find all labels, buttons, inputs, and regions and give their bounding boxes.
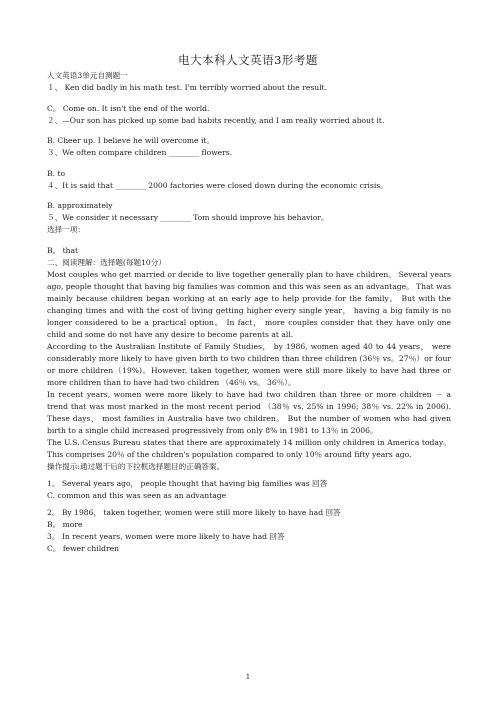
section-heading: 人文英语3单元自测题一: [47, 71, 128, 80]
answer-3: B. to: [47, 168, 66, 178]
reading-answer-2: B。 more: [47, 520, 83, 530]
passage-paragraph-1: Most couples who get married or decide to live together generally plan to have children。 Several years ago, people thought that having big families was common and this was seen as an advantage。 That was mainly because children began working at an early age to help provide for the family。 But with the changing times and with the cost of living getting higher every single year， having a big family is no longer considered to be a practical option。 In fact， more couples consider that they have only one child and some do not have any desire to become parents at all.: [47, 269, 451, 339]
reading-section-heading: 二、阅读理解：选择题(每题10分）: [47, 257, 166, 267]
page-number: 1: [245, 673, 251, 681]
document-body: [47, 70, 451, 555]
answer-4: B. approximately: [47, 201, 113, 210]
question-1: １、 Ken did badly in his math test. I'm terribly worried about the result.: [47, 83, 328, 92]
passage-paragraph-3: In recent years, women were more likely to have had two children than three or more children － a trend that was most marked in the most recent period （38％ vs. 25% in 1996; 38％ vs. 22% in 2006). These days， most families in Australia have two children。 But the number of women who had given birth to a single child increased progressively from only 8% in 1981 to 13％ in 2006。: [47, 389, 451, 436]
reading-question-2: 2。 By 1986， taken together, women were still more likely to have had 回答: [47, 508, 341, 518]
answer-1: C。 Come on. It isn't the end of the world.: [47, 103, 210, 113]
reading-answer-3: C。 fewer children: [47, 544, 120, 554]
passage-paragraph-4: The U.S. Census Bureau states that there are approximately 14 million only children in America today。 This comprises 20％ of the children's population compared to only 10％ around fifty years ago.: [47, 438, 451, 460]
question-3: ３、We often compare children ________ flowers.: [47, 148, 233, 157]
document-title: 电大本科人文英语3形考题: [178, 53, 318, 67]
question-4: ４、It is said that ________ 2000 factories were closed down during the economic crisis。: [47, 180, 388, 190]
reading-question-1: 1。 Several years ago， people thought that having big families was 回答: [47, 479, 328, 489]
answer-2: B. Cheer up. I believe he will overcome it。: [47, 136, 215, 145]
question-2: ２、—Our son has picked up some bad habits recently, and I am really worried about it.: [47, 115, 385, 125]
answer-5: B。 that: [47, 245, 79, 255]
operation-hint: 操作提示:通过题干后的下拉框选择题目的正确答案。: [47, 462, 225, 472]
choose-one-label: 选择一项：: [47, 225, 85, 234]
passage-paragraph-2: According to the Australian Institute of Family Studies， by 1986, women aged 40 to 44 years， were considerably more likely to have given birth to two children than three children (36％ vs。27％）or four or more children（19%)。However, taken together, women were still more likely to have had three or more children than to have had two children （46％ vs。 36％）。: [47, 341, 451, 387]
question-5: ５、We consider it necessary ________ Tom should improve his behavior。: [47, 213, 329, 222]
reading-question-3: 3。 In recent years, women were more likely to have had 回答: [47, 532, 285, 542]
reading-answer-1: C. common and this was seen as an advantage: [47, 491, 227, 501]
